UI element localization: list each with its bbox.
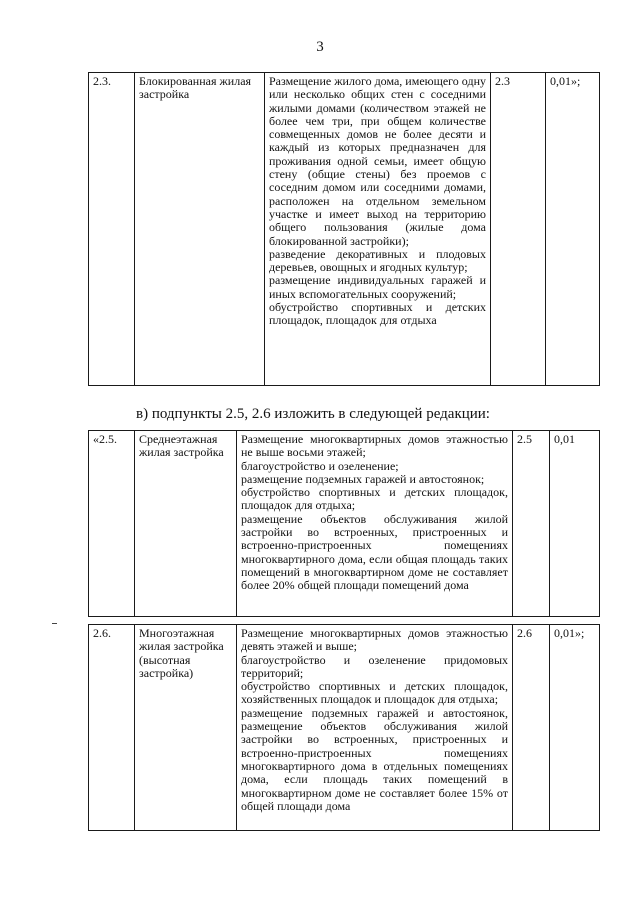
- row-code: 2.6: [513, 625, 550, 831]
- description-line: обустройство спортивных и детских площадок, хозяйственных площадок и площадок для отдыха;: [241, 679, 508, 707]
- instruction-text: в) подпункты 2.5, 2.6 изложить в следующей редакции:: [136, 406, 490, 422]
- table-row: [89, 625, 600, 831]
- row-number: «2.5.: [89, 431, 135, 617]
- table-row: [89, 73, 600, 386]
- land-use-table-25: [88, 430, 600, 617]
- description-line: Размещение многоквартирных домов этажностью не выше восьми этажей;: [241, 432, 508, 460]
- margin-mark: [52, 623, 57, 624]
- description-line: Размещение жилого дома, имеющего одну или несколько общих стен с соседними жилыми домами (количеством этажей не более чем три, при общем количестве совмещенных домов не более десяти и каждый из которых предназначен для проживания одной семьи, имеет общую стену (общие стены) без проемов с соседним домом или соседними домами, расположен на отдельном земельном участке и имеет выход на территорию общего пользования (жилые дома блокированной застройки);: [269, 74, 486, 248]
- row-description: [265, 73, 491, 386]
- row-description: [237, 625, 513, 831]
- description-line: разведение декоративных и плодовых деревьев, овощных и ягодных культур;: [269, 246, 486, 275]
- row-coefficient: 0,01»;: [546, 73, 600, 386]
- row-code: 2.3: [491, 73, 546, 386]
- table-row: [89, 431, 600, 617]
- description-line: благоустройство и озеленение;: [241, 458, 399, 473]
- row-code: 2.5: [513, 431, 550, 617]
- description-line: размещение объектов обслуживания жилой застройки во встроенных, пристроенных и встроенно-пристроенных помещениях многоквартирного дома, если общая площадь таких помещений в многоквартирном доме не составляет более 20% общей площади помещений дома: [241, 511, 508, 593]
- land-use-table-top: [88, 72, 600, 386]
- description-line: обустройство спортивных и детских площадок, площадок для отдыха: [269, 300, 486, 328]
- description-line: Размещение многоквартирных домов этажностью девять этажей и выше;: [241, 626, 508, 654]
- row-number: 2.6.: [89, 625, 135, 831]
- description-line: размещение индивидуальных гаражей и иных вспомогательных сооружений;: [269, 273, 486, 301]
- page-number: 3: [316, 39, 324, 55]
- row-coefficient: 0,01»;: [550, 625, 600, 831]
- description-line: обустройство спортивных и детских площадок, площадок для отдыха;: [241, 485, 508, 513]
- land-use-table-26: [88, 624, 600, 831]
- description-line: благоустройство и озеленение придомовых территорий;: [241, 652, 508, 680]
- row-name: Многоэтажная жилая застройка (высотная застройка): [135, 625, 237, 831]
- row-coefficient: 0,01: [550, 431, 600, 617]
- row-number: 2.3.: [89, 73, 135, 386]
- description-line: размещение подземных гаражей и автостоянок, размещение объектов обслуживания жилой застройки во встроенных, пристроенных и встроенно-пристроенных помещениях многоквартирного дома в отдельных помещениях дома, если площадь таких помещений в многоквартирном доме не составляет более 15% от общей площади дома: [241, 705, 508, 813]
- row-description: [237, 431, 513, 617]
- row-name: Среднеэтажная жилая застройка: [135, 431, 237, 617]
- description-line: размещение подземных гаражей и автостоянок;: [241, 471, 485, 486]
- row-name: Блокированная жилая застройка: [135, 73, 265, 386]
